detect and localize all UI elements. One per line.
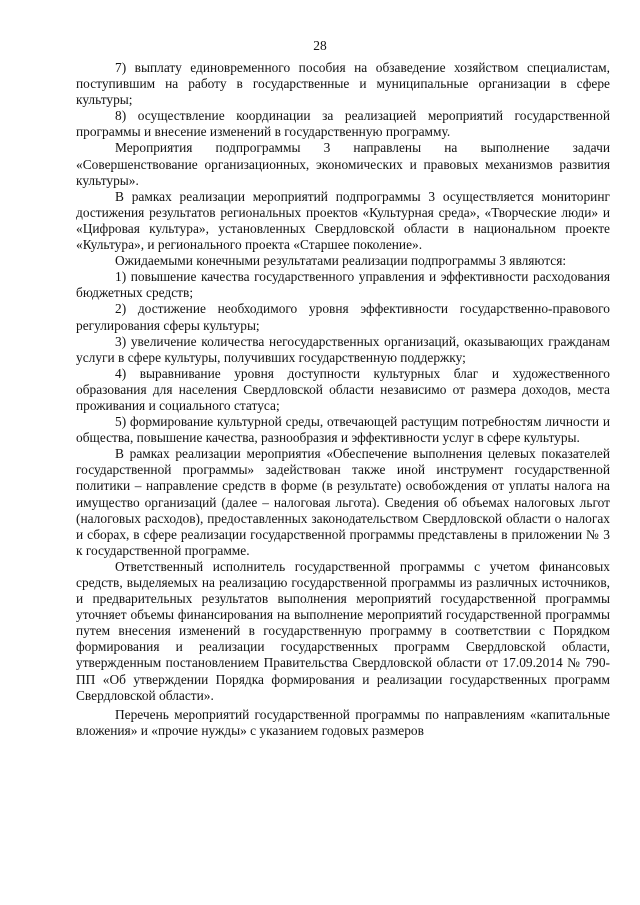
paragraph-responsible-executor: Ответственный исполнитель государственной программы с учетом финансовых средств, выделяемых на реализацию государственной программы из различных источников, и предварительных результатов выполнения мероприятий государственной программы уточняет объемы финансирования на выполнение мероприятий государственной программы путем внесения изменений в государственную программу в соответствии с Порядком формирования и реализации государственных программ Свердловской области, утвержденным постановлением Правительства Свердловской области от 17.09.2014 № 790-ПП «Об утверждении Порядка формирования и реализации государственных программ Свердловской области».	[76, 558, 610, 703]
document-body	[76, 60, 610, 739]
paragraph-result-5: 5) формирование культурной среды, отвечающей растущим потребностям личности и общества, повышение качества, разнообразия и эффективности услуг в сфере культуры.	[76, 414, 610, 446]
paragraph-result-1: 1) повышение качества государственного управления и эффективности расходования бюджетных средств;	[76, 269, 610, 301]
paragraph-item-8: 8) осуществление координации за реализацией мероприятий государственной программы и внесение изменений в государственную программу.	[76, 108, 610, 140]
paragraph-result-2: 2) достижение необходимого уровня эффективности государственно-правового регулирования сферы культуры;	[76, 301, 610, 333]
paragraph-expected-results: Ожидаемыми конечными результатами реализации подпрограммы 3 являются:	[115, 253, 567, 269]
paragraph-result-3: 3) увеличение количества негосударственных организаций, оказывающих гражданам услуги в сфере культуры, получивших государственную поддержку;	[76, 333, 610, 365]
paragraph-subprogram-measures: Мероприятия подпрограммы 3 направлены на выполнение задачи «Совершенствование организационных, экономических и правовых механизмов развития культуры».	[76, 140, 610, 188]
paragraph-measures-list: Перечень мероприятий государственной программы по направлениям «капитальные вложения» и «прочие нужды» с указанием годовых размеров	[76, 706, 610, 738]
paragraph-result-4: 4) выравнивание уровня доступности культурных благ и художественного образования для населения Свердловской области независимо от размера доходов, места проживания и социального статуса;	[76, 365, 610, 413]
page-number: 28	[313, 38, 327, 53]
paragraph-item-7: 7) выплату единовременного пособия на обзаведение хозяйством специалистам, поступившим на работу в государственные и муниципальные организации в сфере культуры;	[76, 60, 610, 108]
paragraph-tax-relief: В рамках реализации мероприятия «Обеспечение выполнения целевых показателей государственной программы» задействован также иной инструмент государственной политики – направление средств в форме (в результате) освобождения от уплаты налога на имущество организаций (далее – налоговая льгота). Сведения об объемах налоговых льгот (налоговых расходов), предоставленных законодательством Свердловской области о налогах и сборах, в сфере реализации государственной программы представлены в приложении № 3 к государственной программе.	[76, 446, 610, 558]
paragraph-monitoring: В рамках реализации мероприятий подпрограммы 3 осуществляется мониторинг достижения результатов региональных проектов «Культурная среда», «Творческие люди» и «Цифровая культура», установленных Свердловской области в национальном проекте «Культура», и регионального проекта «Старшее поколение».	[76, 188, 610, 253]
